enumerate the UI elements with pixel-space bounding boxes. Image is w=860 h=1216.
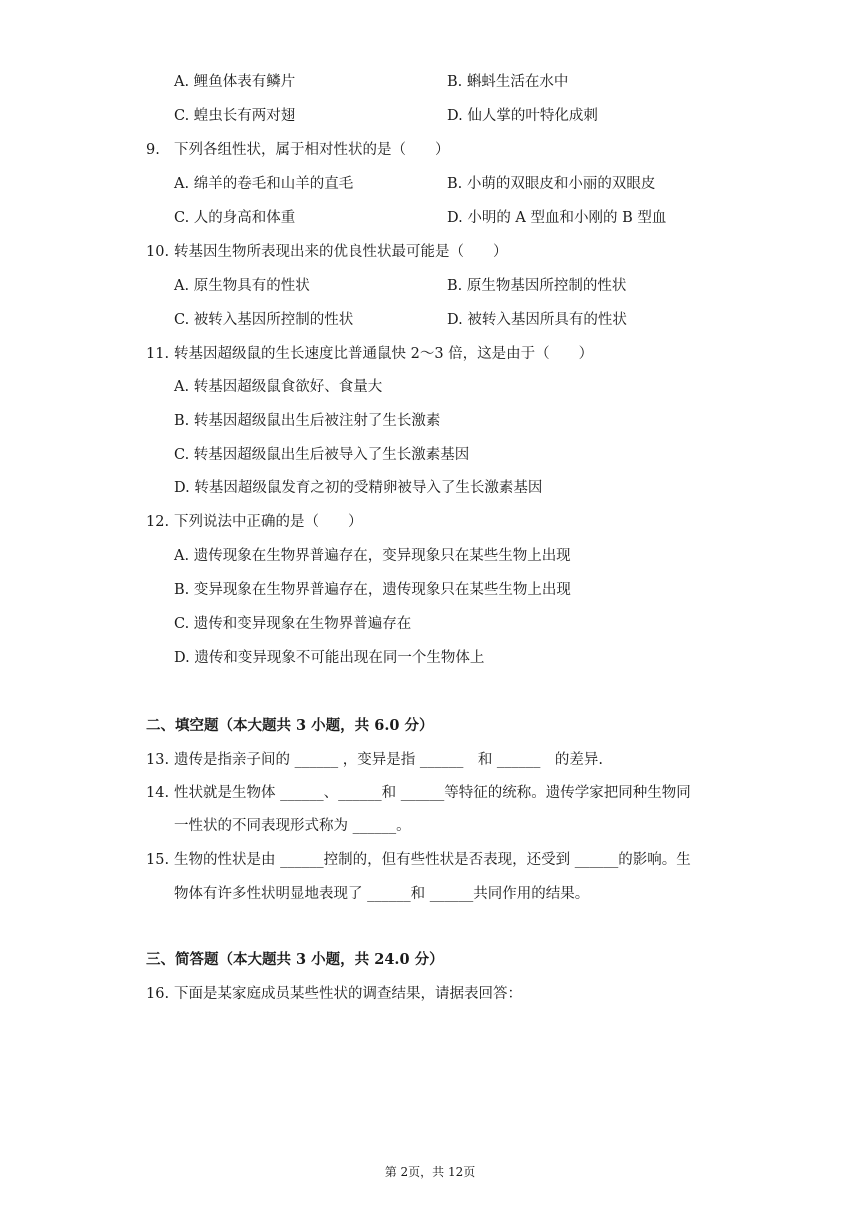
question-number: 11. xyxy=(146,346,170,362)
answer-option: D. 遗传和变异现象不可能出现在同一个生物体上 xyxy=(174,650,485,666)
question-text: 性状就是生物体 ______、______和 ______等特征的统称。遗传学家把同种生物同 xyxy=(174,785,691,801)
answer-option: A. 转基因超级鼠食欲好、食量大 xyxy=(174,379,383,395)
question-text: 遗传是指亲子间的 ______ ，变异是指 ______ 和 ______ 的差异. xyxy=(174,752,604,768)
question-text-continued: 一性状的不同表现形式称为 ______。 xyxy=(174,818,411,834)
question-number: 14. xyxy=(146,785,170,801)
question xyxy=(146,242,508,262)
question xyxy=(146,512,363,532)
section-heading: 三、简答题（本大题共 3 小题，共 24.0 分） xyxy=(146,951,444,968)
question-number: 10. xyxy=(146,244,170,260)
question-number: 12. xyxy=(146,514,170,530)
answer-option: A. 原生物具有的性状 xyxy=(174,278,310,294)
question-text: 转基因超级鼠的生长速度比普通鼠快 2～3 倍，这是由于（ ） xyxy=(174,346,594,362)
question xyxy=(146,984,522,1004)
question xyxy=(146,783,691,803)
question-text: 转基因生物所表现出来的优良性状最可能是（ ） xyxy=(174,244,508,260)
answer-option: C. 蝗虫长有两对翅 xyxy=(174,108,296,124)
question-text: 下列各组性状，属于相对性状的是（ ） xyxy=(174,142,450,158)
question xyxy=(146,140,450,160)
question-number: 16. xyxy=(146,986,170,1002)
answer-option: B. 转基因超级鼠出生后被注射了生长激素 xyxy=(174,413,441,429)
answer-option: D. 转基因超级鼠发育之初的受精卵被导入了生长激素基因 xyxy=(174,480,543,496)
answer-option: B. 蝌蚪生活在水中 xyxy=(447,74,569,90)
answer-option: A. 鲤鱼体表有鳞片 xyxy=(174,74,296,90)
question-number: 15. xyxy=(146,852,170,868)
answer-option: C. 遗传和变异现象在生物界普遍存在 xyxy=(174,616,412,632)
question xyxy=(146,850,691,870)
answer-option: C. 人的身高和体重 xyxy=(174,210,296,226)
answer-option: B. 小萌的双眼皮和小丽的双眼皮 xyxy=(447,176,656,192)
question xyxy=(146,344,593,364)
question-text: 下列说法中正确的是（ ） xyxy=(174,514,363,530)
answer-option: B. 原生物基因所控制的性状 xyxy=(447,278,627,294)
question-number: 13. xyxy=(146,752,170,768)
question-number: 9. xyxy=(146,142,160,158)
answer-option: A. 绵羊的卷毛和山羊的直毛 xyxy=(174,176,354,192)
question-text-continued: 物体有许多性状明显地表现了 ______和 ______共同作用的结果。 xyxy=(174,886,590,902)
answer-option: A. 遗传现象在生物界普遍存在，变异现象只在某些生物上出现 xyxy=(174,548,571,564)
question xyxy=(146,750,603,770)
answer-option: D. 小明的 A 型血和小刚的 B 型血 xyxy=(447,210,667,226)
answer-option: C. 转基因超级鼠出生后被导入了生长激素基因 xyxy=(174,447,470,463)
answer-option: D. 被转入基因所具有的性状 xyxy=(447,312,627,328)
question-text: 下面是某家庭成员某些性状的调查结果，请据表回答： xyxy=(174,986,522,1002)
answer-option: B. 变异现象在生物界普遍存在，遗传现象只在某些生物上出现 xyxy=(174,582,571,598)
page-footer: 第 2页，共 12页 xyxy=(384,1165,476,1179)
answer-option: C. 被转入基因所控制的性状 xyxy=(174,312,354,328)
section-heading: 二、填空题（本大题共 3 小题，共 6.0 分） xyxy=(146,717,434,734)
question-text: 生物的性状是由 ______控制的，但有些性状是否表现，还受到 ______的影响。生 xyxy=(174,852,691,868)
answer-option: D. 仙人掌的叶特化成刺 xyxy=(447,108,598,124)
